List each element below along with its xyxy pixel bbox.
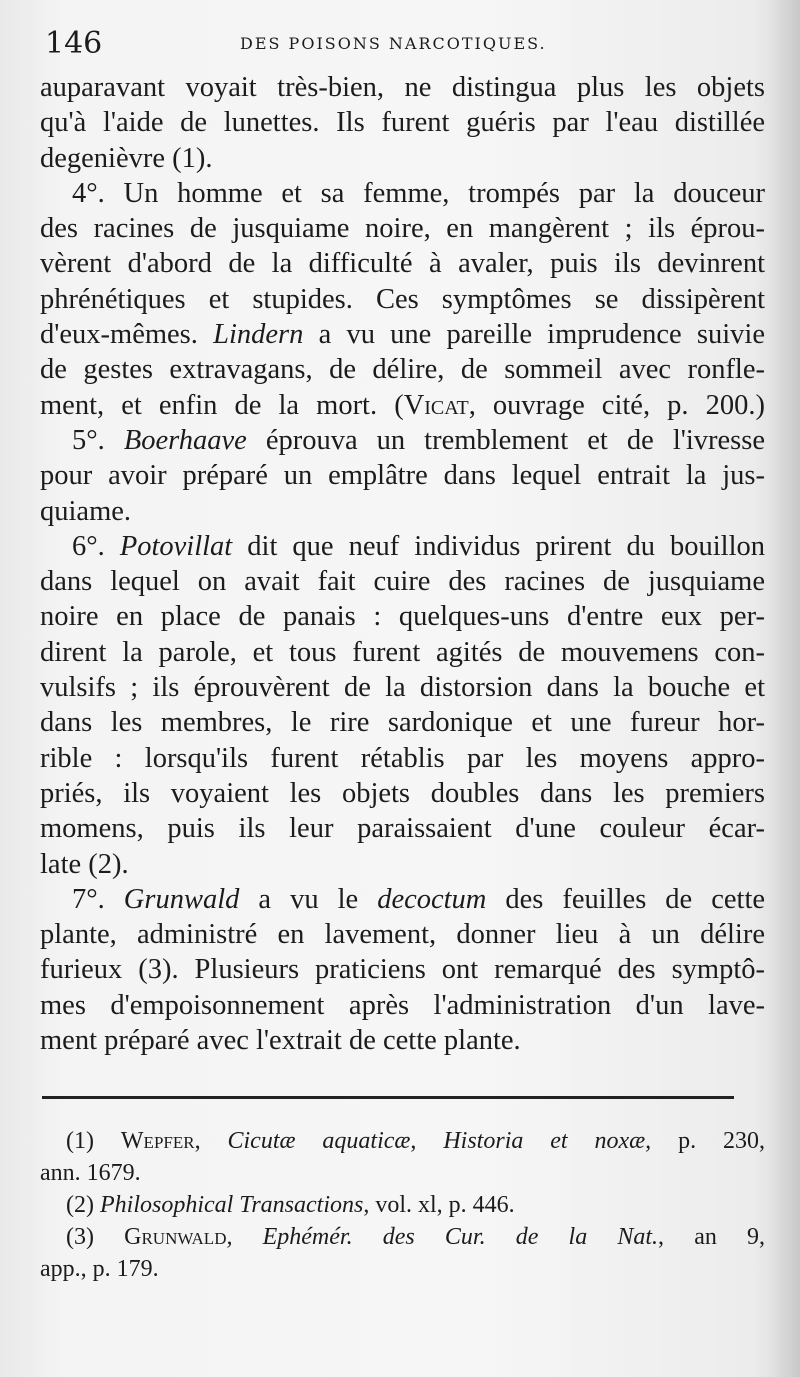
text-line: pour avoir préparé un emplâtre dans lequel entrait la jus- [40,460,765,492]
footnote-2 [40,1189,765,1221]
footnote-3 [40,1221,765,1253]
text-fragment: a vu le [258,883,359,915]
text-fragment: ment, et enfin de la mort. ( [40,389,404,421]
text-line: degenièvre (1). [40,142,213,174]
author-name-grunwald: Grunwald [123,883,240,915]
footnote-title: Cicutæ aquaticæ [227,1128,411,1154]
paragraph-7-start [40,882,765,917]
footnote-separator-rule [42,1096,734,1099]
page-edge-shadow [770,0,800,1377]
footnote-mark: (2) [66,1192,94,1218]
text-fragment: , ouvrage cité, p. 200.) [468,389,765,421]
footnote-1 [40,1125,765,1157]
footnote-author: Grunwald [124,1224,227,1250]
body-text [40,70,765,1058]
text-line: late (2). [40,848,129,880]
author-name-lindern: Lindern [213,319,304,351]
footnote-author: Wepfer [120,1128,195,1154]
text-fragment: 7°. [72,883,105,915]
text-line: vèrent d'abord de la difficulté à avaler, puis ils devinrent [40,248,765,280]
text-fragment: 5°. [72,424,105,456]
author-name-vicat: Vicat [403,389,469,421]
text-fragment: d'eux-mêmes. [40,319,198,351]
text-line: furieux (3). Plusieurs praticiens ont remarqué des symptô- [40,954,765,986]
text-line: momens, puis ils leur paraissaient d'une couleur écar- [40,813,765,845]
author-name-potovillat: Potovillat [119,530,233,562]
footnote-punct: , [194,1128,201,1154]
running-title: DES POISONS NARCOTIQUES. [240,34,547,53]
text-line: quiame. [40,495,132,527]
text-fragment: éprouva un tremblement et de l'ivresse [265,424,765,456]
page-header [45,24,745,64]
text-line: priés, ils voyaient les objets doubles dans les premiers [40,777,765,809]
text-fragment: des feuilles de cette [505,883,765,915]
text-line: dirent la parole, et tous furent agités de mouvemens con- [40,636,765,668]
page-number: 146 [45,26,103,61]
text-line: dans lequel on avait fait cuire des racines de jusquiame [40,566,765,598]
paragraph-5-start [40,423,765,458]
footnote-title: Historia et noxæ, [443,1128,652,1154]
author-name-boerhaave: Boerhaave [123,424,247,456]
footnote-page: , an 9, [658,1224,765,1250]
text-line: dans les membres, le rire sardonique et une fureur hor- [40,707,765,739]
footnote-title: Philosophical Transactions [99,1192,364,1218]
term-decoctum: decoctum [377,883,487,915]
text-line: ment préparé avec l'extrait de cette plante. [40,1025,521,1057]
text-line: plante, administré en lavement, donner lieu à un délire [40,919,765,951]
text-line: de gestes extravagans, de délire, de sommeil avec ronfle- [40,354,765,386]
paragraph-4-start: 4°. Un homme et sa femme, trompés par la douceur [72,177,765,209]
text-line [40,317,765,352]
footnote-punct: , [410,1128,417,1154]
footnote-page: , vol. xl, p. 446. [363,1192,515,1218]
text-line [40,388,765,423]
text-line: rible : lorsqu'ils furent rétablis par les moyens appro- [40,742,765,774]
text-line: mes d'empoisonnement après l'administration d'un lave- [40,989,765,1021]
text-line: qu'à l'aide de lunettes. Ils furent guéris par l'eau distillée [40,107,765,139]
text-line: des racines de jusquiame noire, en mangèrent ; ils éprou- [40,213,765,245]
text-fragment: 6°. [72,530,105,562]
text-line: vulsifs ; ils éprouvèrent de la distorsion dans la bouche et [40,672,765,704]
footnote-title: , Ephémér. des Cur. de la Nat. [226,1224,659,1250]
text-fragment: a vu une pareille imprudence suivie [318,319,765,351]
text-line: phrénétiques et stupides. Ces symptômes se dissipèrent [40,283,765,315]
footnote-mark: (3) [66,1224,94,1250]
footnote-3-continued: app., p. 179. [40,1256,159,1282]
paragraph-6-start [40,529,765,564]
footnote-mark: (1) [66,1128,94,1154]
text-fragment: dit que neuf individus prirent du bouillon [247,530,765,562]
footnote-1-continued: ann. 1679. [40,1160,141,1186]
footnote-page: p. 230, [678,1128,765,1154]
text-line: auparavant voyait très-bien, ne distingua plus les objets [40,72,765,103]
footnotes [40,1125,765,1285]
text-line: noire en place de panais : quelques-uns d'entre eux per- [40,601,765,633]
